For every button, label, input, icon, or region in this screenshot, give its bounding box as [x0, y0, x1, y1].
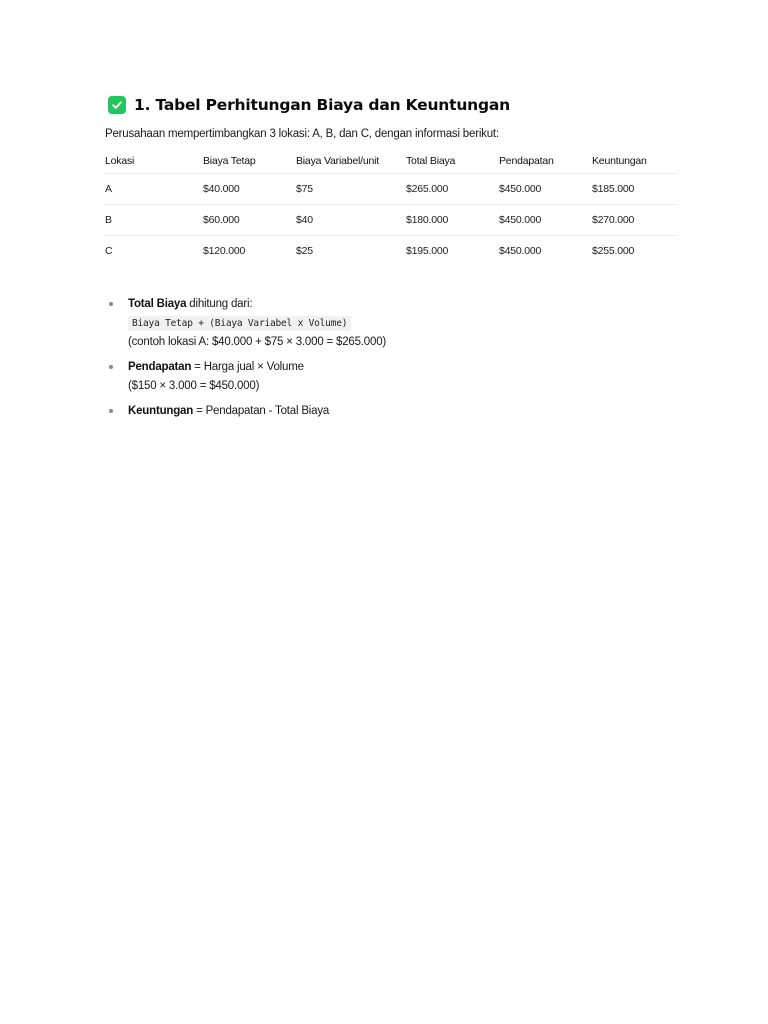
table-cell: $180.000	[406, 205, 499, 236]
formula-code: Biaya Tetap + (Biaya Variabel x Volume)	[128, 316, 351, 331]
column-header-pendapatan: Pendapatan	[499, 149, 592, 174]
cost-table	[105, 149, 677, 266]
bullet-icon	[109, 302, 113, 306]
table-cell: A	[105, 174, 203, 205]
table-cell: $265.000	[406, 174, 499, 205]
note-example: ($150 × 3.000 = $450.000)	[128, 380, 260, 392]
list-item	[105, 295, 677, 352]
bullet-icon	[109, 365, 113, 369]
note-text: = Harga jual × Volume	[191, 361, 304, 373]
bullet-icon	[109, 409, 113, 413]
column-header-lokasi: Lokasi	[105, 149, 203, 174]
list-item	[105, 402, 677, 421]
column-header-total-biaya: Total Biaya	[406, 149, 499, 174]
note-text: dihitung dari:	[186, 298, 253, 310]
section-heading-text: 1. Tabel Perhitungan Biaya dan Keuntungan	[134, 96, 510, 114]
checkmark-icon	[108, 96, 126, 114]
table-cell: $255.000	[592, 245, 635, 257]
table-cell: $75	[296, 174, 406, 205]
table-cell: $25	[296, 245, 313, 257]
notes-list	[105, 295, 677, 421]
table-row	[105, 236, 677, 267]
note-example: (contoh lokasi A: $40.000 + $75 × 3.000 = $265.000)	[128, 336, 387, 348]
table-cell: $450.000	[499, 174, 592, 205]
note-term: Total Biaya	[128, 298, 187, 310]
document-content	[105, 94, 677, 427]
table-cell: B	[105, 205, 203, 236]
note-text: = Pendapatan - Total Biaya	[193, 405, 330, 417]
table-cell: $450.000	[499, 245, 542, 257]
table-cell: $60.000	[203, 205, 296, 236]
note-term: Pendapatan	[128, 361, 192, 373]
table-cell: $185.000	[592, 174, 677, 205]
table-header-row	[105, 149, 677, 174]
column-header-keuntungan: Keuntungan	[592, 149, 677, 174]
table-cell: $195.000	[406, 245, 449, 257]
column-header-biaya-variabel: Biaya Variabel/unit	[296, 149, 406, 174]
table-cell: $40	[296, 205, 406, 236]
table-cell: C	[105, 245, 113, 257]
table-cell: $40.000	[203, 174, 296, 205]
table-row	[105, 174, 677, 205]
table-cell: $270.000	[592, 205, 677, 236]
list-item	[105, 358, 677, 396]
note-term: Keuntungan	[128, 405, 194, 417]
intro-paragraph: Perusahaan mempertimbangkan 3 lokasi: A, B, dan C, dengan informasi berikut:	[105, 128, 499, 140]
table-cell: $450.000	[499, 205, 592, 236]
section-heading	[108, 94, 677, 116]
column-header-biaya-tetap: Biaya Tetap	[203, 149, 296, 174]
table-row	[105, 205, 677, 236]
table-cell: $120.000	[203, 245, 246, 257]
